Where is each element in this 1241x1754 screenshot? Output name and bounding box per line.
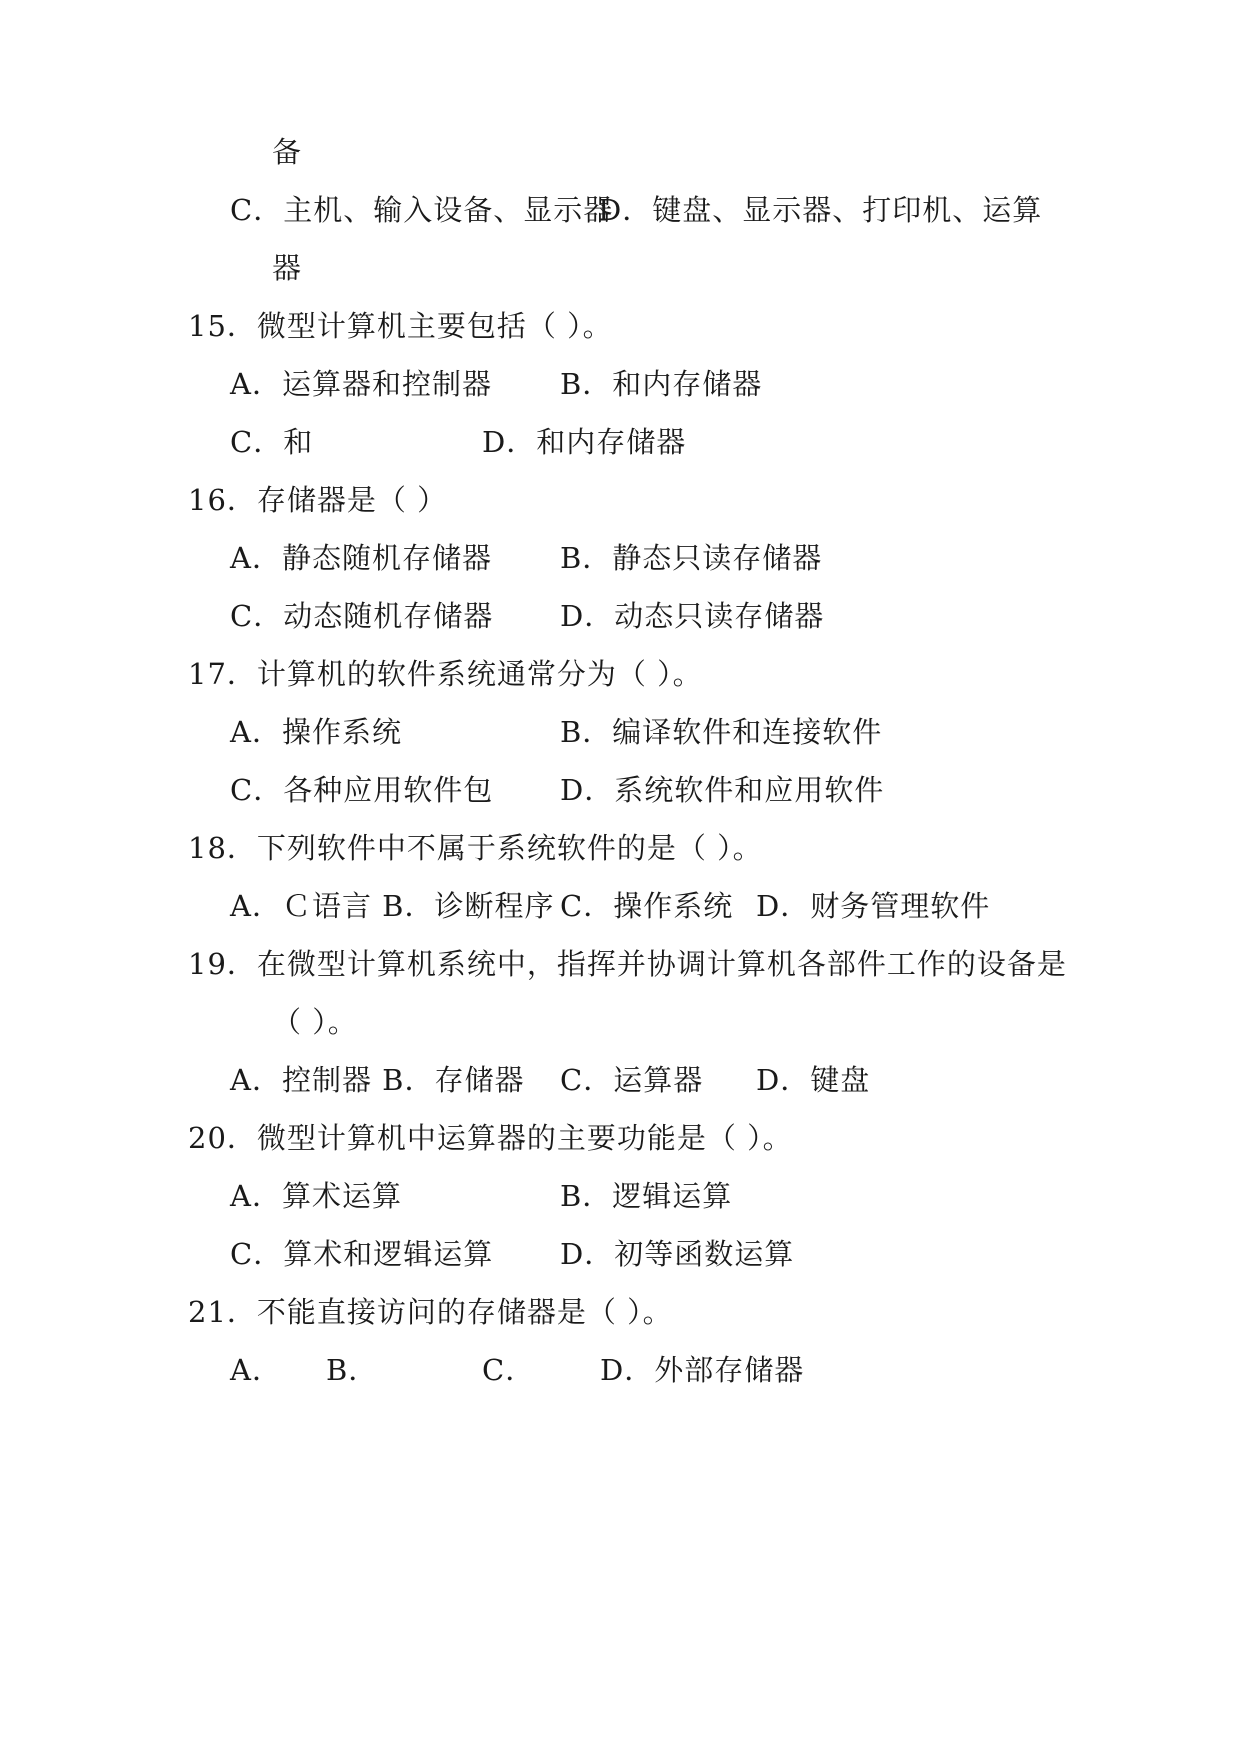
option-c: C．算术和逻辑运算 bbox=[230, 1237, 494, 1271]
question-20: 20．微型计算机中运算器的主要功能是（ ）。 bbox=[188, 1121, 793, 1155]
question-19: 19．在微型计算机系统中，指挥并协调计算机各部件工作的设备是 bbox=[188, 947, 1067, 981]
option-d: D．和内存储器 bbox=[482, 425, 687, 459]
option-c: C．各种应用软件包 bbox=[230, 773, 494, 807]
question-21: 21．不能直接访问的存储器是（ ）。 bbox=[188, 1295, 673, 1329]
option-d: D．键盘 bbox=[756, 1063, 871, 1097]
option-d: D．初等函数运算 bbox=[560, 1237, 795, 1271]
option-c: C．操作系统 bbox=[560, 889, 734, 923]
question-18: 18．下列软件中不属于系统软件的是（ ）。 bbox=[188, 831, 763, 865]
option-b: B．逻辑运算 bbox=[560, 1179, 733, 1213]
option-a: A．运算器和控制器 bbox=[230, 367, 492, 401]
option-a: A．算术运算 bbox=[230, 1179, 402, 1213]
question-16: 16．存储器是（ ） bbox=[188, 483, 448, 517]
option-b: B．和内存储器 bbox=[560, 367, 763, 401]
option-d: D．键盘、显示器、打印机、运算 bbox=[598, 193, 1043, 227]
option-d: D．系统软件和应用软件 bbox=[560, 773, 885, 807]
question-17: 17．计算机的软件系统通常分为（ ）。 bbox=[188, 657, 703, 691]
option-d: D．外部存储器 bbox=[600, 1353, 805, 1387]
option-c: C．主机、输入设备、显示器 bbox=[230, 193, 614, 227]
option-d: D．动态只读存储器 bbox=[560, 599, 825, 633]
option-c: C． bbox=[482, 1353, 536, 1387]
option-c: C．和 bbox=[230, 425, 314, 459]
option-d: D．财务管理软件 bbox=[756, 889, 991, 923]
option-a: A． bbox=[230, 1353, 282, 1387]
option-a-b: A．Ｃ语言 B．诊断程序 bbox=[230, 889, 555, 923]
option-b: B．编译软件和连接软件 bbox=[560, 715, 883, 749]
option-b: B．静态只读存储器 bbox=[560, 541, 823, 575]
option-a: A．操作系统 bbox=[230, 715, 402, 749]
question-15: 15．微型计算机主要包括（ ）。 bbox=[188, 309, 613, 343]
continuation-text: 器 bbox=[272, 251, 303, 285]
option-a-b: A．控制器 B．存储器 bbox=[230, 1063, 525, 1097]
option-c: C．运算器 bbox=[560, 1063, 704, 1097]
option-a: A．静态随机存储器 bbox=[230, 541, 492, 575]
option-b: B． bbox=[326, 1353, 379, 1387]
continuation-text: （ ）。 bbox=[272, 1005, 358, 1039]
continuation-text: 备 bbox=[272, 135, 303, 169]
option-c: C．动态随机存储器 bbox=[230, 599, 494, 633]
